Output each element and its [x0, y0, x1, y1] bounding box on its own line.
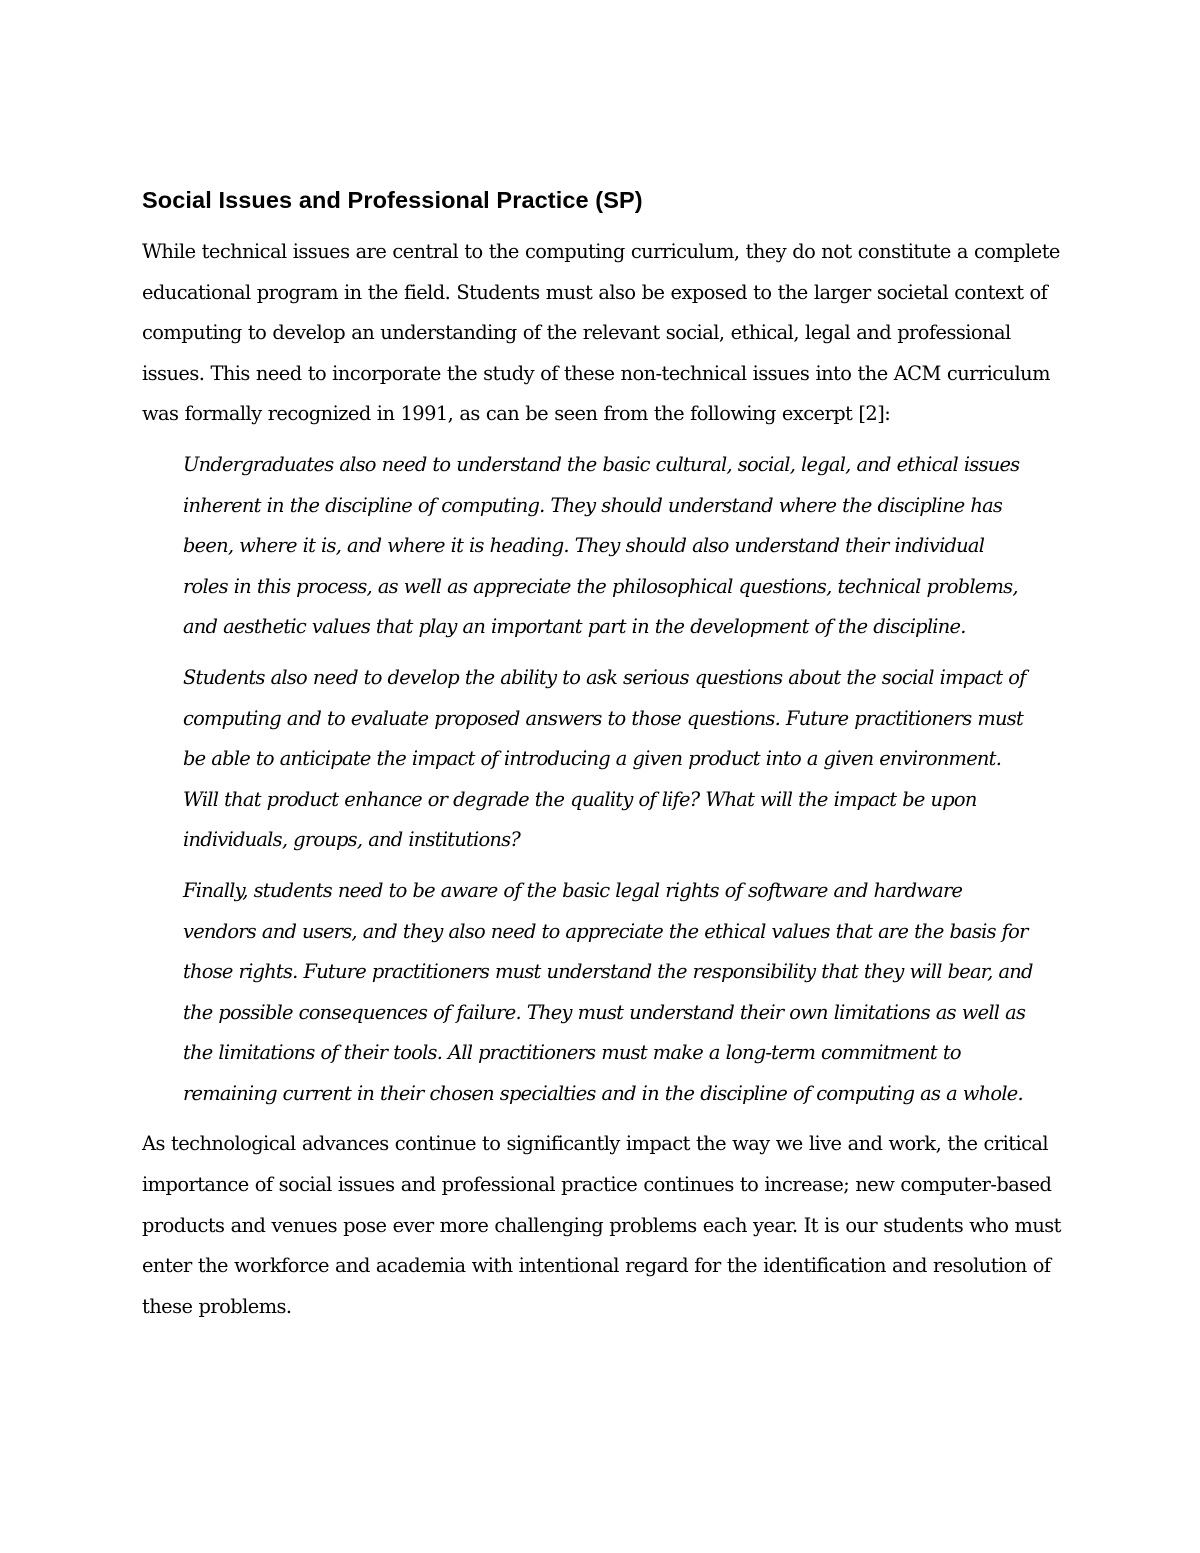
- closing-paragraph: As technological advances continue to significantly impact the way we live and work, the critical importance of social issues and professional practice continues to increase; new computer-based products and venues pose ever more challenging problems each year. It is our students who must enter the workforce and academia with intentional regard for the identification and resolution of these problems.: [142, 1132, 1061, 1318]
- page-content: [142, 182, 1072, 1327]
- quoted-excerpt: [183, 445, 1033, 1115]
- quote-paragraph-2: Students also need to develop the ability to ask serious questions about the social impact of computing and to evaluate proposed answers to those questions. Future practitioners must be able to anticipate the impact of introducing a given product into a given environment. Will that product enhance or degrade the quality of life? What will the impact be upon individuals, groups, and institutions?: [183, 665, 1026, 852]
- section-heading: Social Issues and Professional Practice (SP): [142, 187, 643, 213]
- quote-paragraph-1: Undergraduates also need to understand the basic cultural, social, legal, and ethical issues inherent in the discipline of computing. They should understand where the discipline has been, where it is, and where it is heading. They should also understand their individual roles in this process, as well as appreciate the philosophical questions, technical problems, and aesthetic values that play an important part in the development of the discipline.: [183, 452, 1020, 639]
- intro-paragraph: While technical issues are central to the computing curriculum, they do not constitute a complete educational program in the field. Students must also be exposed to the larger societal context of computing to develop an understanding of the relevant social, ethical, legal and professional issues. This need to incorporate the study of these non-technical issues into the ACM curriculum was formally recognized in 1991, as can be seen from the following excerpt [2]:: [142, 240, 1060, 426]
- quote-paragraph-3: Finally, students need to be aware of the basic legal rights of software and hardware vendors and users, and they also need to appreciate the ethical values that are the basis for those rights. Future practitioners must understand the responsibility that they will bear, and the possible consequences of failure. They must understand their own limitations as well as the limitations of their tools. All practitioners must make a long-term commitment to remaining current in their chosen specialties and in the discipline of computing as a whole.: [183, 878, 1033, 1105]
